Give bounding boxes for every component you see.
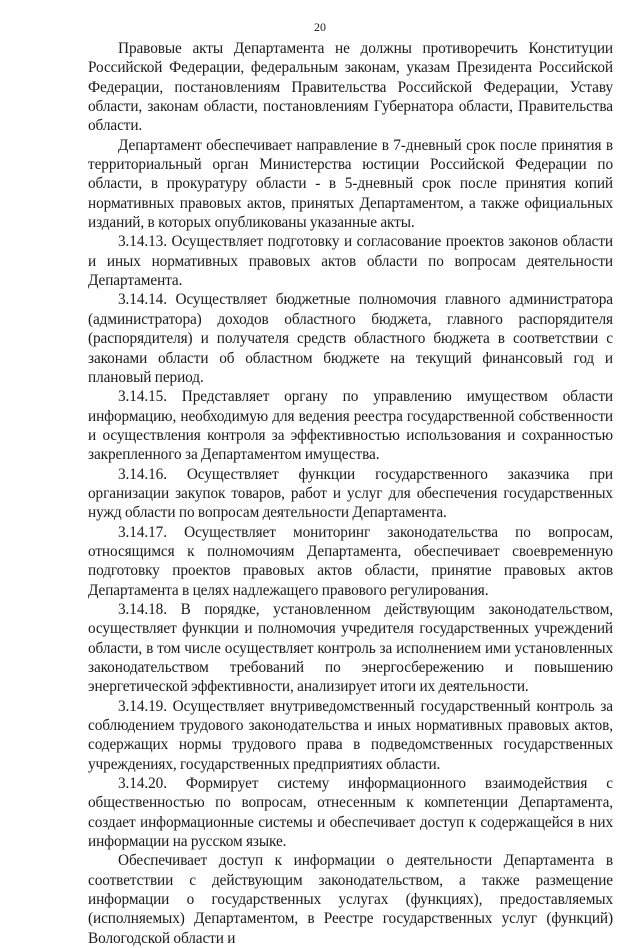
paragraph-3-14-16: 3.14.16. Осуществляет функции государственного заказчика при организации закупок товаров, работ и услуг для обеспечения государственных нужд области по вопросам деятельности Департамента. [88,465,613,522]
paragraph-3-14-19: 3.14.19. Осуществляет внутриведомственный государственный контроль за соблюдением трудового законодательства и иных нормативных правовых актов, содержащих нормы трудового права в подведомственных государственных учреждениях, государственных предприятиях области. [88,697,613,773]
paragraph-3-14-15: 3.14.15. Представляет органу по управлению имуществом области информацию, необходимую для ведения реестра государственной собственности и осуществления контроля за эффективностью использования и сохранностью закрепленного за Департаментом имущества. [88,388,613,464]
paragraph-legal-acts-compliance: Правовые акты Департамента не должны противоречить Конституции Российской Федерации, федеральным законам, указам Президента Российской Федерации, постановлениям Правительства Российской Федерации, Уставу области, законам области, постановлениям Губернатора области, Правительства области. [88,40,613,135]
page-number: 20 [314,20,326,34]
paragraph-3-14-20: 3.14.20. Формирует систему информационного взаимодействия с общественностью по вопросам, отнесенным к компетенции Департамента, создает информационные системы и обеспечивает доступ к содержащейся в них информации на русском языке. [88,775,613,851]
paragraph-3-14-13: 3.14.13. Осуществляет подготовку и согласование проектов законов области и иных нормативных правовых актов области по вопросам деятельности Департамента. [88,233,613,290]
paragraph-information-access: Обеспечивает доступ к информации о деятельности Департамента в соответствии с действующим законодательством, а также размещение информации о государственных услугах (функциях), предоставляемых (исполняемых) Департаментом, в Реестре государственных услуг (функций) Вологодской области и [88,852,613,947]
paragraph-3-14-14: 3.14.14. Осуществляет бюджетные полномочия главного администратора (администратора) доходов областного бюджета, главного распорядителя (распорядителя) и получателя средств областного бюджета в соответствии с законами области об областном бюджете на текущий финансовый год и плановый период. [88,291,613,386]
paragraph-acts-submission: Департамент обеспечивает направление в 7-дневный срок после принятия в территориальный орган Министерства юстиции Российской Федерации по области, в прокуратуру области - в 5-дневный срок после принятия копий нормативных правовых актов, принятых Департаментом, а также официальных изданий, в которых опубликованы указанные акты. [88,136,613,232]
page-body [88,39,613,948]
paragraph-3-14-18: 3.14.18. В порядке, установленном действующим законодательством, осуществляет функции и полномочия учредителя государственных учреждений области, в том числе осуществляет контроль за исполнением ими установленных законодательством требований по энергосбережению и повышению энергетической эффективности, анализирует итоги их деятельности. [88,600,613,696]
paragraph-3-14-17: 3.14.17. Осуществляет мониторинг законодательства по вопросам, относящимся к полномочиям Департамента, обеспечивает своевременную подготовку проектов правовых актов области, принятие правовых актов Департамента в целях надлежащего правового регулирования. [88,523,613,599]
